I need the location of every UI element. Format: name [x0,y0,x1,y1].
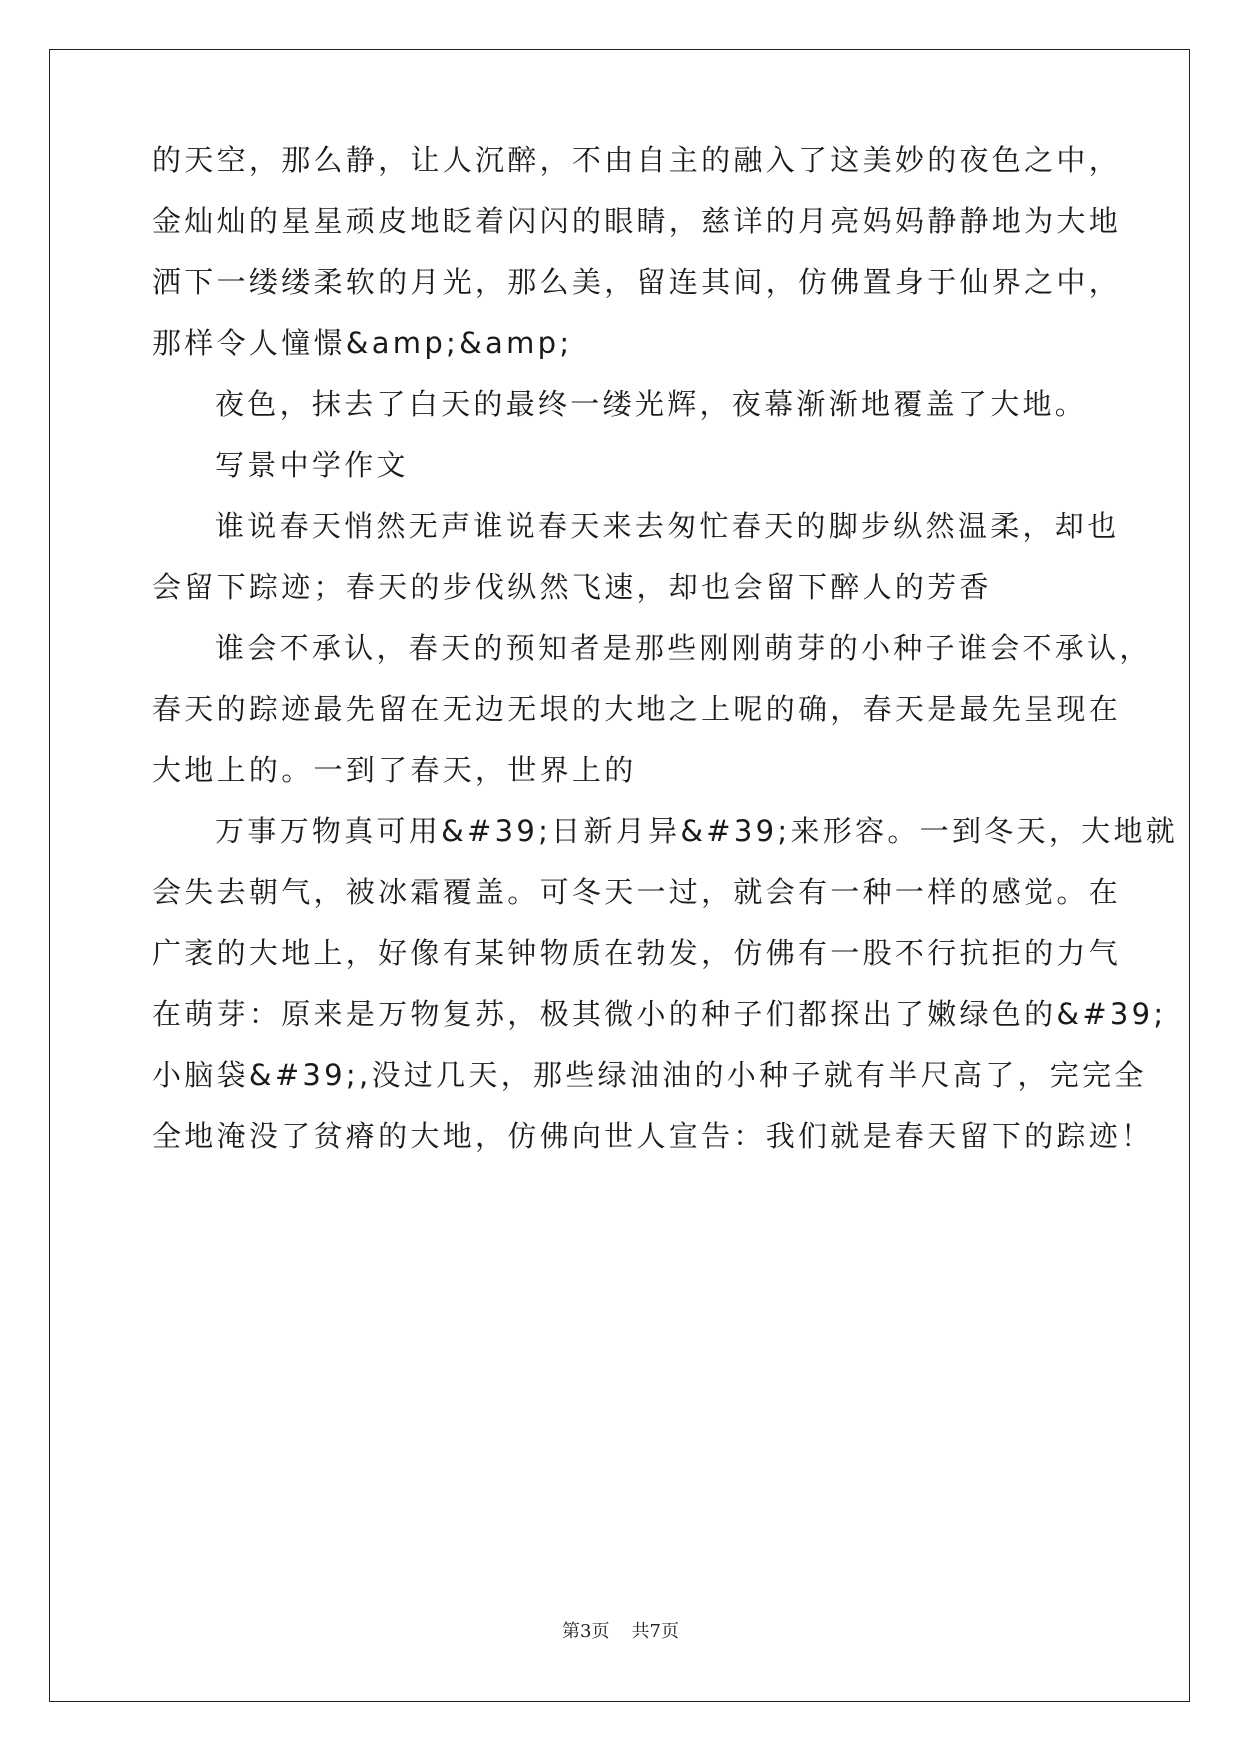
text-line-11: 大地上的。一到了春天，世界上的 [152,753,637,787]
paragraph-start-line: 万事万物真可用&#39;日新月异&#39;来形容。一到冬天，大地就 [215,814,1179,848]
paragraph-start-line: 谁会不承认，春天的预知者是那些刚刚萌芽的小种子谁会不承认， [215,631,1152,665]
text-line-17: 全地淹没了贫瘠的大地，仿佛向世人宣告：我们就是春天留下的踪迹！ [152,1119,1154,1153]
text-line-15: 在萌芽：原来是万物复苏，极其微小的种子们都探出了嫩绿色的&#39; [152,997,1167,1031]
page-footer [0,1617,1241,1643]
text-line-2: 金灿灿的星星顽皮地眨着闪闪的眼睛，慈详的月亮妈妈静静地为大地 [152,204,1122,238]
page-total: 共7页 [631,1621,679,1642]
text-line-10: 春天的踪迹最先留在无边无垠的大地之上呢的确，春天是最先呈现在 [152,692,1122,726]
text-line-4: 那样令人憧憬&amp;&amp; [152,326,573,360]
page-number: 第3页 [562,1621,610,1642]
paragraph-start-line: 谁说春天悄然无声谁说春天来去匆忙春天的脚步纵然温柔，却也 [215,509,1120,543]
text-line-13: 会失去朝气，被冰霜覆盖。可冬天一过，就会有一种一样的感觉。在 [152,875,1122,909]
section-heading: 写景中学作文 [215,448,409,482]
text-line-14: 广袤的大地上，好像有某钟物质在勃发，仿佛有一股不行抗拒的力气 [152,936,1122,970]
text-line-1: 的天空，那么静，让人沉醉，不由自主的融入了这美妙的夜色之中， [152,143,1122,177]
paragraph-start-line: 夜色，抹去了白天的最终一缕光辉，夜幕渐渐地覆盖了大地。 [215,387,1088,421]
text-line-16: 小脑袋&#39;,没过几天，那些绿油油的小种子就有半尺高了，完完全 [152,1058,1147,1092]
text-line-8: 会留下踪迹；春天的步伐纵然飞速，却也会留下醉人的芳香 [152,570,992,604]
text-line-3: 洒下一缕缕柔软的月光，那么美，留连其间，仿佛置身于仙界之中， [152,265,1122,299]
